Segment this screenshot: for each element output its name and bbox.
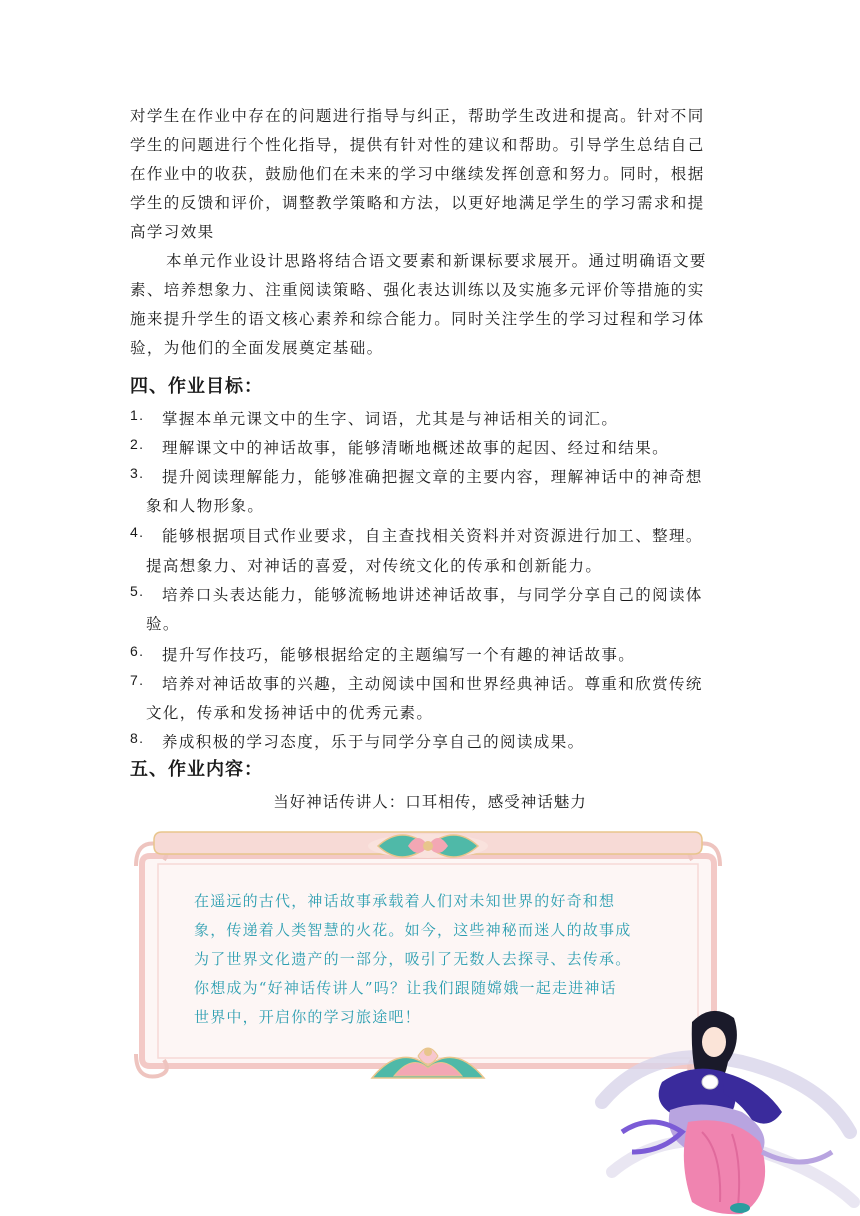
list-number: 6. [130,643,145,659]
list-text: 培养对神话故事的兴趣，主动阅读中国和世界经典神话。尊重和欣赏传统 [162,675,703,693]
paragraph-line: 在作业中的收获，鼓励他们在未来的学习中继续发挥创意和努力。同时，根据 [130,165,705,183]
box-line: 象，传递着人类智慧的火花。如今，这些神秘而迷人的故事成 [194,921,632,939]
list-number: 1. [130,407,145,423]
list-number: 4. [130,524,145,540]
box-line: 世界中，开启你的学习旅途吧！ [194,1008,421,1026]
list-number: 7. [130,672,145,688]
list-text: 培养口头表达能力，能够流畅地讲述神话故事，与同学分享自己的阅读体 [162,586,703,604]
list-text: 提高想象力、对神话的喜爱，对传统文化的传承和创新能力。 [146,557,603,575]
list-text: 象和人物形象。 [146,497,265,515]
paragraph-line: 施来提升学生的语文核心素养和综合能力。同时关注学生的学习过程和学习体 [130,310,705,328]
paragraph-line: 本单元作业设计思路将结合语文要素和新课标要求展开。通过明确语文要 [166,252,707,270]
list-text: 文化，传承和发扬神话中的优秀元素。 [146,704,434,722]
list-text: 掌握本单元课文中的生字、词语，尤其是与神话相关的词汇。 [162,410,619,428]
list-text: 养成积极的学习态度，乐于与同学分享自己的阅读成果。 [162,733,585,751]
list-text: 提升阅读理解能力，能够准确把握文章的主要内容，理解神话中的神奇想 [162,468,703,486]
paragraph-line: 素、培养想象力、注重阅读策略、强化表达训练以及实施多元评价等措施的实 [130,281,705,299]
list-number: 3. [130,465,145,481]
list-number: 5. [130,583,145,599]
list-text: 提升写作技巧，能够根据给定的主题编写一个有趣的神话故事。 [162,646,636,664]
paragraph-line: 学生的反馈和评价，调整教学策略和方法，以更好地满足学生的学习需求和提 [130,194,705,212]
section-heading-goals: 四、作业目标： [130,376,263,397]
paragraph-line: 高学习效果 [130,223,215,241]
list-text: 能够根据项目式作业要求，自主查找相关资料并对资源进行加工、整理。 [162,527,703,545]
section-heading-content: 五、作业内容： [130,759,263,780]
box-line: 在遥远的古代，神话故事承载着人们对未知世界的好奇和想 [194,892,616,910]
goals-list [130,407,740,751]
list-text: 理解课文中的神话故事，能够清晰地概述故事的起因、经过和结果。 [162,439,670,457]
box-line: 你想成为“好神话传讲人”吗？让我们跟随嫦娥一起走进神话 [194,979,617,997]
top-ornament-icon [368,834,488,858]
activity-subtitle: 当好神话传讲人：口耳相传，感受神话魅力 [273,793,587,811]
list-number: 2. [130,436,145,452]
intro-paragraph [130,104,732,244]
change-fairy-illustration [592,1002,860,1216]
paragraph-line: 学生的问题进行个性化指导，提供有针对性的建议和帮助。引导学生总结自己 [130,136,705,154]
box-line: 为了世界文化遗产的一部分，吸引了无数人去探寻、去传承。 [194,950,632,968]
list-number: 8. [130,730,145,746]
design-paragraph [130,249,732,359]
list-text: 验。 [146,615,180,633]
paragraph-line: 验，为他们的全面发展奠定基础。 [130,339,384,357]
paragraph-line: 对学生在作业中存在的问题进行指导与纠正，帮助学生改进和提高。针对不同 [130,107,705,125]
